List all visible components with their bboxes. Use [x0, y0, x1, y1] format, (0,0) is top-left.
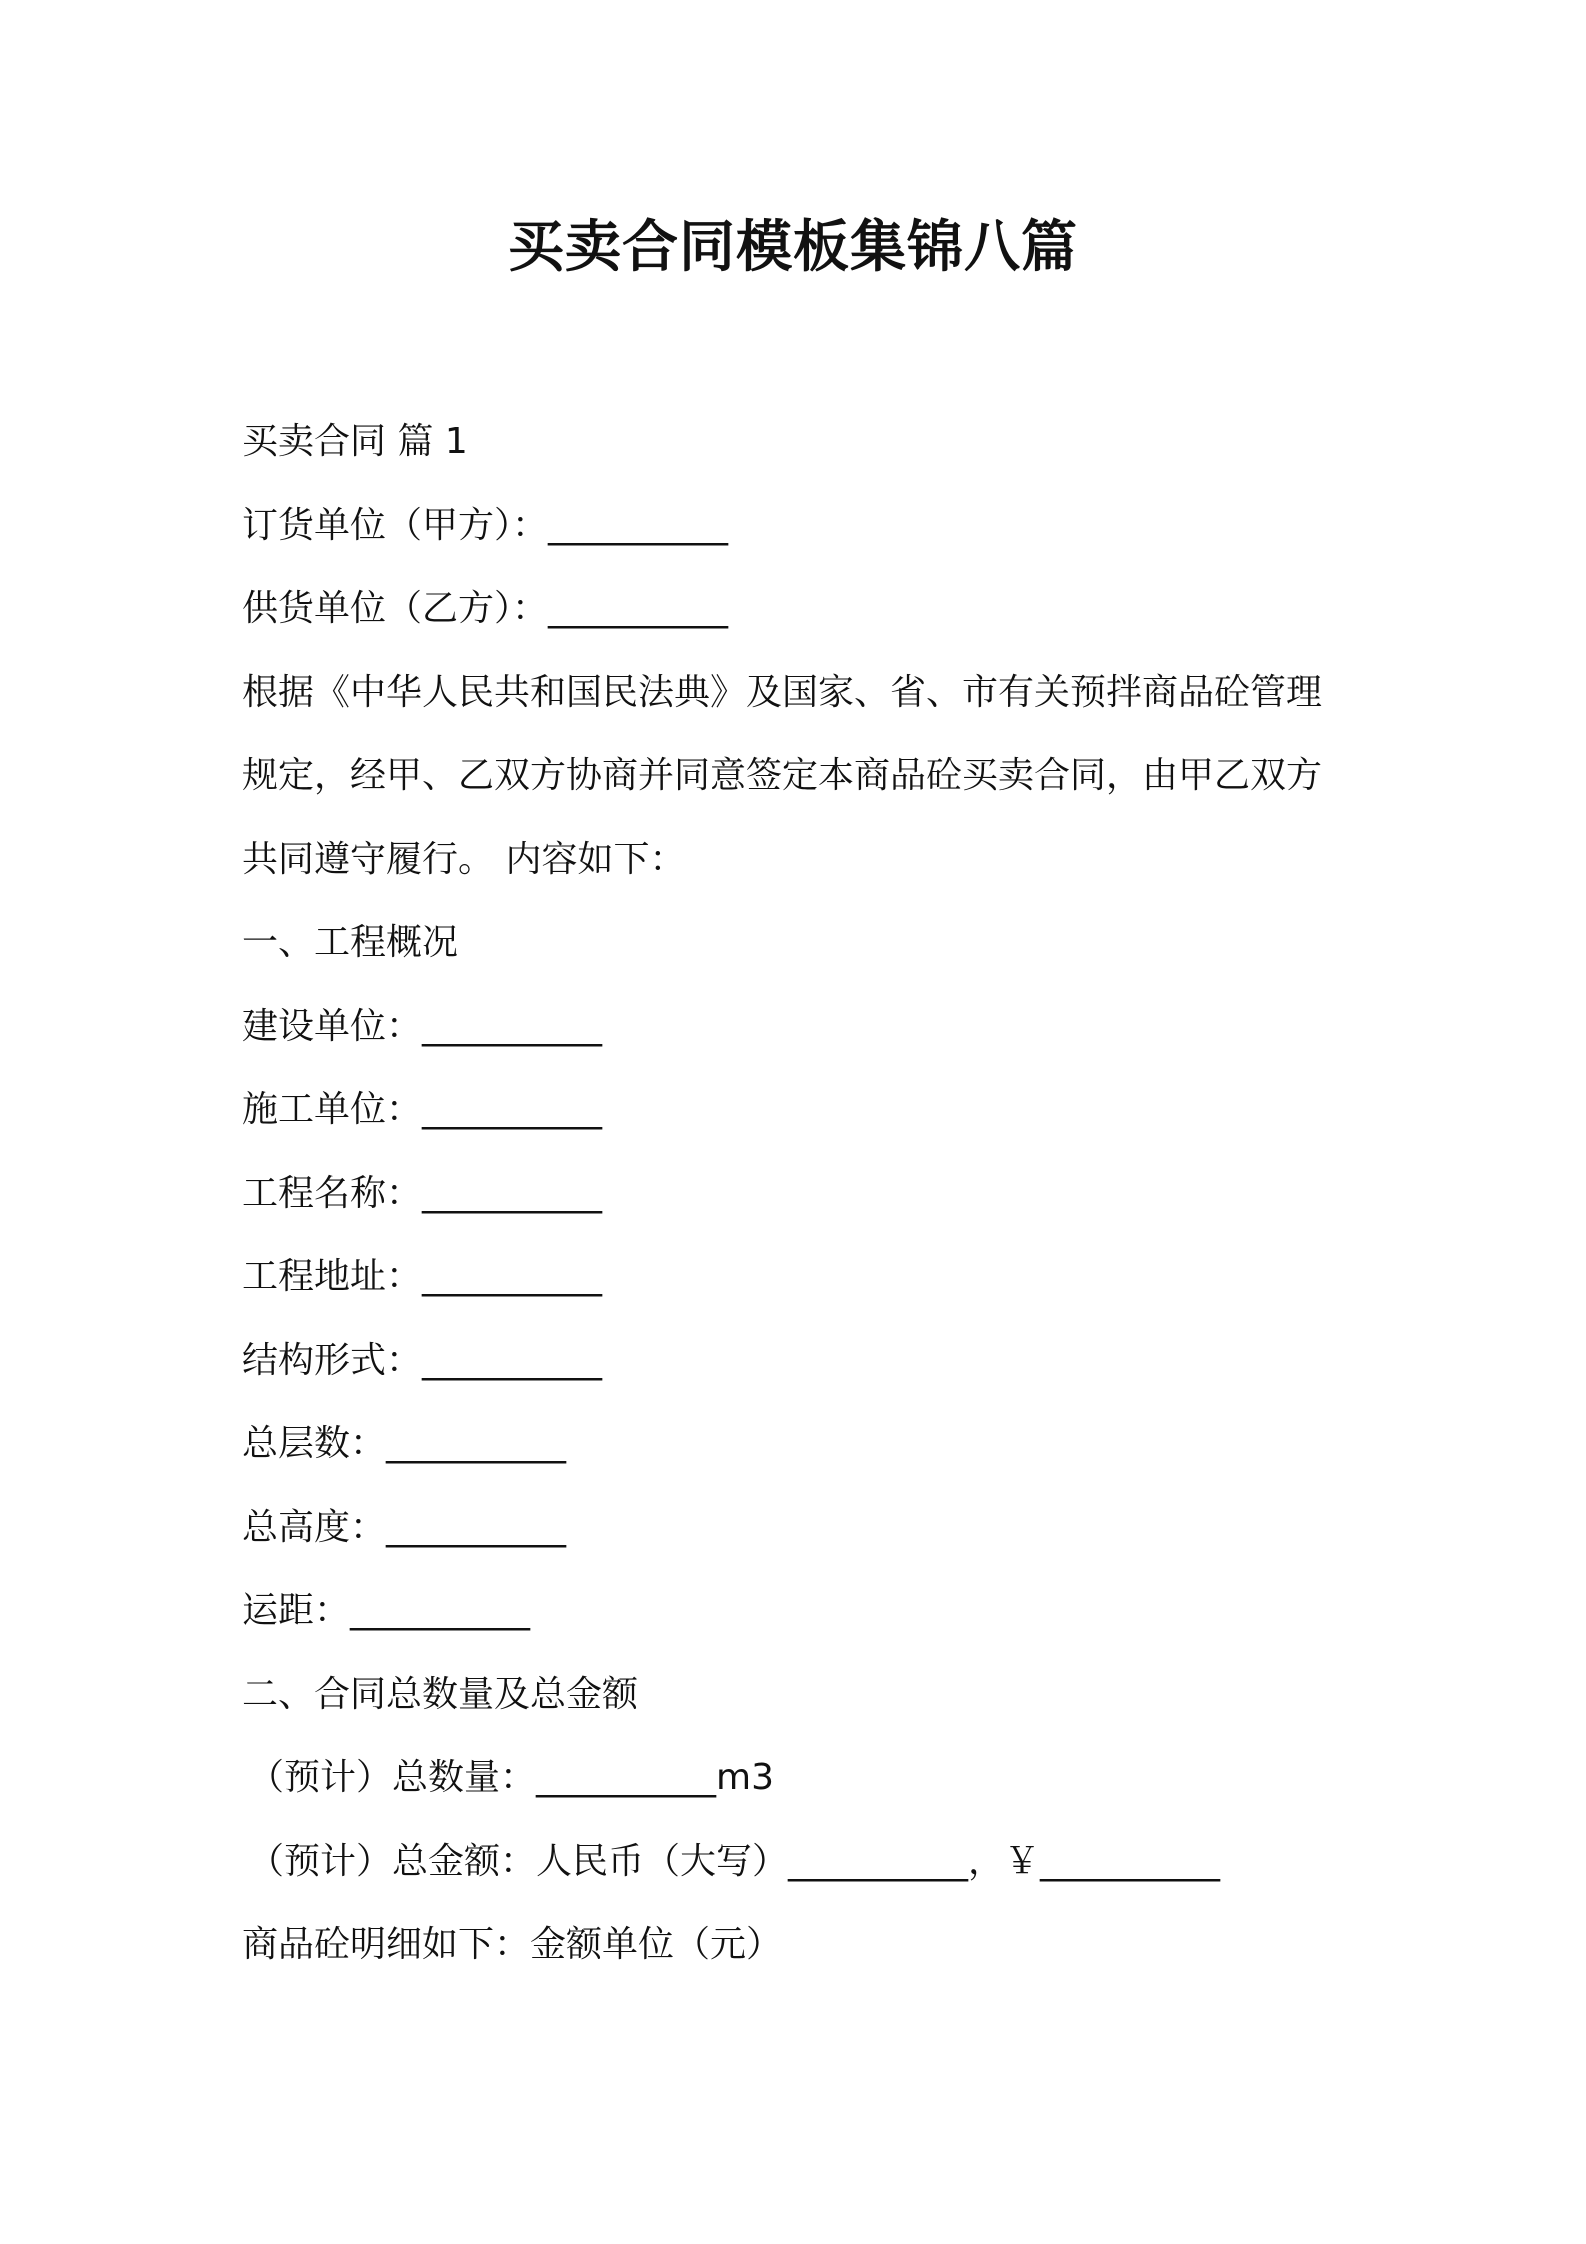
field-estimated-quantity: （预计）总数量：__________m3 — [248, 1757, 774, 1798]
paragraph-line: 规定，经甲、乙双方协商并同意签定本商品砼买卖合同，由甲乙双方 — [242, 755, 1323, 796]
document-body — [242, 400, 1362, 1987]
field-estimated-amount: （预计）总金额：人民币（大写）__________，￥__________ — [248, 1840, 1221, 1882]
section-heading-quantity-amount: 二、合同总数量及总金额 — [242, 1673, 639, 1715]
document-title: 买卖合同模板集锦八篇 — [508, 215, 1078, 280]
paragraph-line: 共同遵守履行。 内容如下： — [242, 838, 686, 880]
section-heading-project-overview: 一、工程概况 — [242, 922, 459, 963]
field-total-height: 总高度：__________ — [242, 1506, 567, 1548]
field-project-address: 工程地址：__________ — [242, 1256, 603, 1297]
field-construction-unit: 建设单位：__________ — [242, 1005, 603, 1047]
field-supplying-party: 供货单位（乙方）：__________ — [242, 588, 729, 629]
field-builder-unit: 施工单位：__________ — [242, 1089, 603, 1130]
field-total-floors: 总层数：__________ — [242, 1423, 567, 1464]
section-heading-contract-1: 买卖合同 篇 1 — [242, 421, 468, 462]
paragraph-line: 根据《中华人民共和国民法典》及国家、省、市有关预拌商品砼管理 — [242, 671, 1323, 713]
field-ordering-party: 订货单位（甲方）：__________ — [242, 504, 729, 546]
field-project-name: 工程名称：__________ — [242, 1172, 603, 1214]
field-transport-distance: 运距：__________ — [242, 1590, 531, 1631]
field-structure-type: 结构形式：__________ — [242, 1339, 603, 1381]
details-caption: 商品砼明细如下：金额单位（元） — [242, 1924, 783, 1965]
